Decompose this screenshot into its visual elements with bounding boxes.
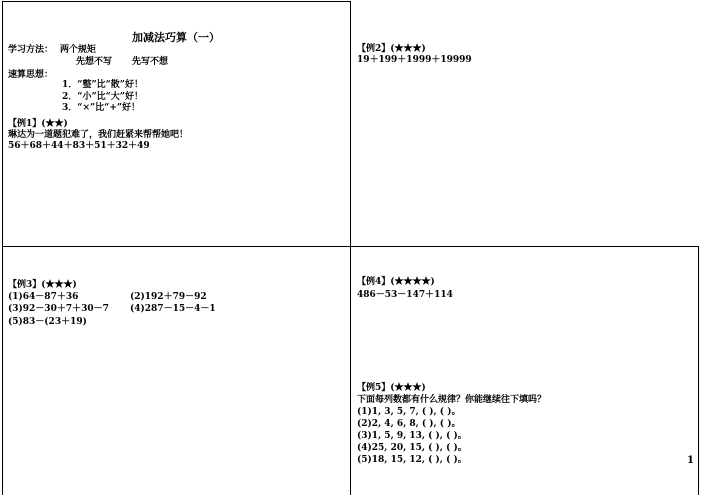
example5-text: 下面每列数都有什么规律？你能继续往下填吗？	[357, 395, 547, 405]
method-2a: 先想不写	[76, 57, 113, 67]
sequence-4: (4)25, 20, 15, ( ), ( )。	[357, 443, 467, 453]
example1-expression: 56＋68＋44＋83＋51＋32＋49	[8, 141, 150, 151]
method-label: 学习方法：	[8, 45, 54, 55]
method-2b: 先写不想	[132, 57, 169, 67]
example1-text: 琳达为一道题犯难了，我们赶紧来帮帮她吧！	[8, 130, 189, 140]
sequence-3: (3)1, 5, 9, 13, ( ), ( )。	[357, 431, 467, 441]
example4-expression: 486－53－147＋114	[357, 290, 453, 300]
example2-expression: 19＋199＋1999＋19999	[357, 55, 472, 65]
border-top	[2, 1, 351, 2]
divider-vertical	[350, 1, 351, 495]
problem-1: (1)64－87＋36	[8, 292, 79, 302]
problem-3: (3)92－30＋7＋30－7	[8, 304, 109, 314]
sequence-1: (1)1, 3, 5, 7, ( ), ( )。	[357, 407, 461, 417]
rule-3: 3．“×”比“+”好！	[62, 103, 141, 113]
border-left	[2, 1, 3, 495]
example2-header: 【例2】(★★★)	[357, 44, 426, 54]
example5-header: 【例5】(★★★)	[357, 383, 426, 393]
example3-header: 【例3】(★★★)	[8, 280, 77, 290]
example1-header: 【例1】(★★)	[8, 119, 68, 129]
method-1: 两个规矩	[60, 45, 97, 55]
border-right-lower	[698, 246, 699, 495]
divider-horizontal	[2, 246, 699, 247]
problem-5: (5)83－(23＋19)	[8, 317, 87, 327]
sequence-2: (2)2, 4, 6, 8, ( ), ( )。	[357, 419, 461, 429]
rule-1: 1．“整”比“散”好！	[62, 80, 143, 90]
problem-2: (2)192＋79－92	[130, 292, 207, 302]
thinking-label: 速算思想：	[8, 70, 54, 80]
sequence-5: (5)18, 15, 12, ( ), ( )。	[357, 455, 467, 465]
rule-2: 2．“小”比“大”好！	[62, 92, 143, 102]
page-title: 加减法巧算（一）	[132, 31, 220, 44]
problem-4: (4)287－15－4－1	[130, 304, 216, 314]
example4-header: 【例4】(★★★★)	[357, 277, 435, 287]
page-number: 1	[687, 455, 694, 466]
